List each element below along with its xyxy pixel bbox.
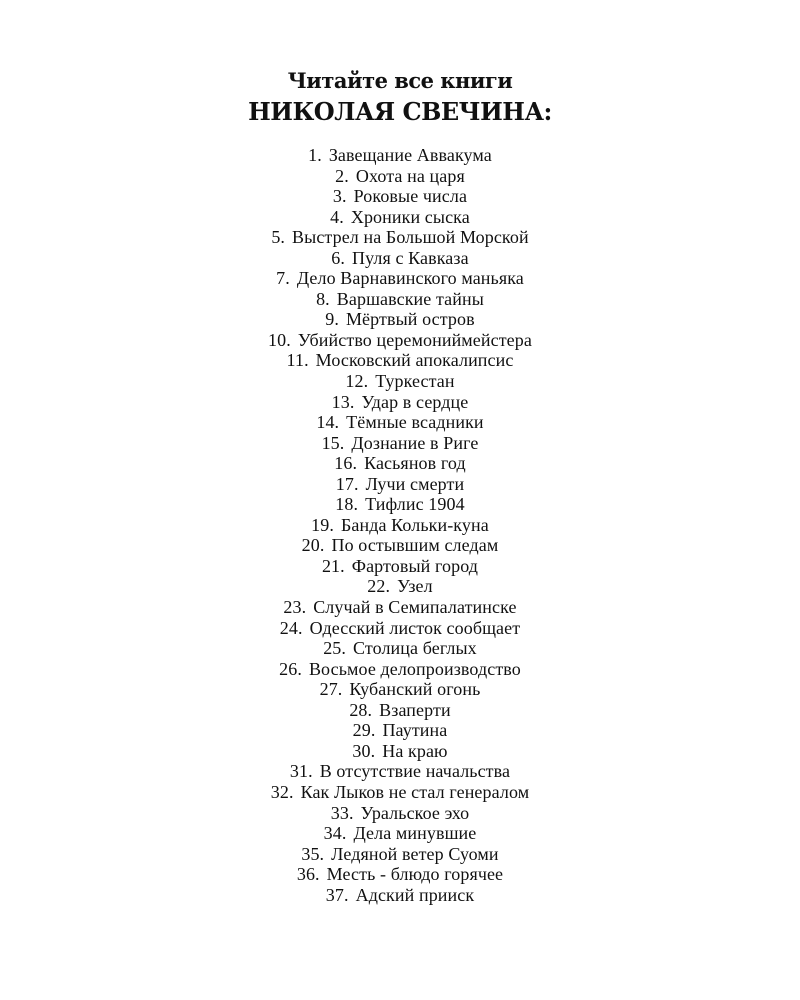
book-list-item: [0, 289, 800, 310]
book-title: Удар в сердце: [361, 391, 469, 412]
book-list-item: [0, 556, 800, 577]
book-list-item: [0, 576, 800, 597]
book-list-item: [0, 268, 800, 289]
book-list: [0, 145, 800, 905]
book-title: Тёмные всадники: [346, 412, 484, 433]
book-title: Пуля с Кавказа: [352, 247, 469, 268]
book-list-item: [0, 227, 800, 248]
book-number: 19.: [311, 514, 334, 535]
book-list-item: [0, 659, 800, 680]
book-number: 34.: [323, 823, 347, 844]
book-list-item: [0, 864, 800, 885]
book-list-item: [0, 433, 800, 454]
book-title: Одесский листок сообщает: [309, 617, 521, 638]
book-title: По остывшим следам: [331, 535, 499, 556]
book-list-item: [0, 330, 800, 351]
book-number: 31.: [289, 761, 313, 782]
book-list-item: [0, 207, 800, 228]
book-number: 16.: [334, 453, 358, 474]
book-list-item: [0, 474, 800, 495]
book-list-item: [0, 248, 800, 269]
book-list-item: [0, 412, 800, 433]
book-list-item: [0, 392, 800, 413]
book-list-item: [0, 145, 800, 166]
book-list-item: [0, 453, 800, 474]
book-list-item: [0, 741, 800, 762]
book-number: 11.: [286, 350, 309, 371]
book-title: Дело Варнавинского маньяка: [296, 268, 524, 289]
book-list-item: [0, 720, 800, 741]
book-list-item: [0, 823, 800, 844]
book-title: Узел: [397, 576, 433, 597]
book-number: 24.: [279, 617, 303, 638]
book-number: 21.: [321, 555, 345, 576]
book-list-item: [0, 309, 800, 330]
book-list-item: [0, 494, 800, 515]
book-list-item: [0, 350, 800, 371]
book-title: Ледяной ветер Суоми: [331, 843, 499, 864]
book-title: Роковые числа: [353, 186, 468, 207]
book-list-item: [0, 679, 800, 700]
book-list-item: [0, 803, 800, 824]
book-number: 18.: [335, 494, 359, 515]
book-title: Восьмое делопроизводство: [308, 658, 521, 679]
book-list-item: [0, 885, 800, 906]
book-number: 7.: [276, 268, 290, 289]
book-list-item: [0, 371, 800, 392]
book-title: Туркестан: [375, 371, 455, 392]
book-number: 26.: [279, 658, 302, 679]
heading-intro: Читайте все книги: [287, 68, 513, 93]
book-title: Месть - блюдо горячее: [326, 864, 504, 885]
book-list-item: [0, 700, 800, 721]
book-list-item: [0, 638, 800, 659]
book-title: Банда Кольки-куна: [340, 514, 489, 535]
book-title: Адский прииск: [355, 884, 475, 905]
book-title: Фартовый город: [351, 555, 479, 576]
book-title: Убийство церемониймейстера: [297, 329, 532, 350]
book-title: Завещание Аввакума: [328, 145, 492, 165]
book-list-item: [0, 761, 800, 782]
book-title: Как Лыков не стал генералом: [300, 781, 530, 802]
book-title: Тифлис 1904: [365, 494, 465, 515]
book-number: 30.: [352, 740, 376, 761]
book-number: 32.: [270, 781, 294, 802]
book-list-item: [0, 515, 800, 536]
book-title: На краю: [382, 740, 448, 761]
book-number: 1.: [308, 145, 322, 165]
book-title: Выстрел на Большой Морской: [292, 227, 529, 248]
book-list-item: [0, 844, 800, 865]
book-title: Мёртвый остров: [345, 309, 475, 330]
book-number: 2.: [335, 165, 349, 186]
book-title: Хроники сыска: [350, 206, 470, 227]
book-number: 9.: [325, 309, 339, 330]
book-number: 20.: [301, 535, 325, 556]
book-list-item: [0, 782, 800, 803]
book-number: 17.: [335, 473, 359, 494]
book-number: 6.: [331, 247, 345, 268]
book-number: 8.: [316, 288, 330, 309]
book-title: Лучи смерти: [365, 473, 465, 494]
book-title: В отсутствие начальства: [319, 761, 511, 782]
book-number: 37.: [325, 884, 349, 905]
book-title: Уральское эхо: [360, 802, 470, 823]
book-number: 35.: [301, 843, 325, 864]
book-list-item: [0, 186, 800, 207]
book-number: 12.: [345, 371, 369, 392]
book-number: 33.: [330, 802, 354, 823]
book-list-item: [0, 597, 800, 618]
book-title: Кубанский огонь: [349, 679, 481, 700]
book-title: Касьянов год: [364, 453, 466, 474]
book-number: 14.: [316, 412, 340, 433]
book-number: 25.: [323, 638, 347, 659]
book-title: Охота на царя: [355, 165, 465, 186]
book-title: Московский апокалипсис: [315, 350, 514, 371]
book-list-item: [0, 535, 800, 556]
book-number: 23.: [283, 597, 307, 618]
book-number: 3.: [332, 186, 347, 207]
book-number: 27.: [319, 679, 343, 700]
book-number: 22.: [367, 576, 391, 597]
book-number: 28.: [349, 699, 373, 720]
book-title: Случай в Семипалатинске: [313, 597, 517, 618]
book-list-item: [0, 618, 800, 639]
book-list-item: [0, 166, 800, 187]
book-title: Дела минувшие: [353, 823, 477, 844]
book-number: 29.: [352, 720, 376, 741]
book-number: 36.: [296, 864, 320, 885]
heading-author: НИКОЛАЯ СВЕЧИНА:: [248, 97, 552, 126]
book-number: 10.: [268, 329, 291, 350]
book-number: 5.: [271, 227, 286, 248]
book-number: 13.: [331, 391, 355, 412]
book-title: Паутина: [382, 720, 448, 741]
book-title: Дознание в Риге: [351, 432, 479, 453]
book-number: 4.: [330, 206, 344, 227]
book-title: Столица беглых: [353, 638, 477, 659]
book-number: 15.: [321, 432, 345, 453]
book-title: Варшавские тайны: [336, 288, 484, 309]
book-title: Взаперти: [379, 699, 451, 720]
